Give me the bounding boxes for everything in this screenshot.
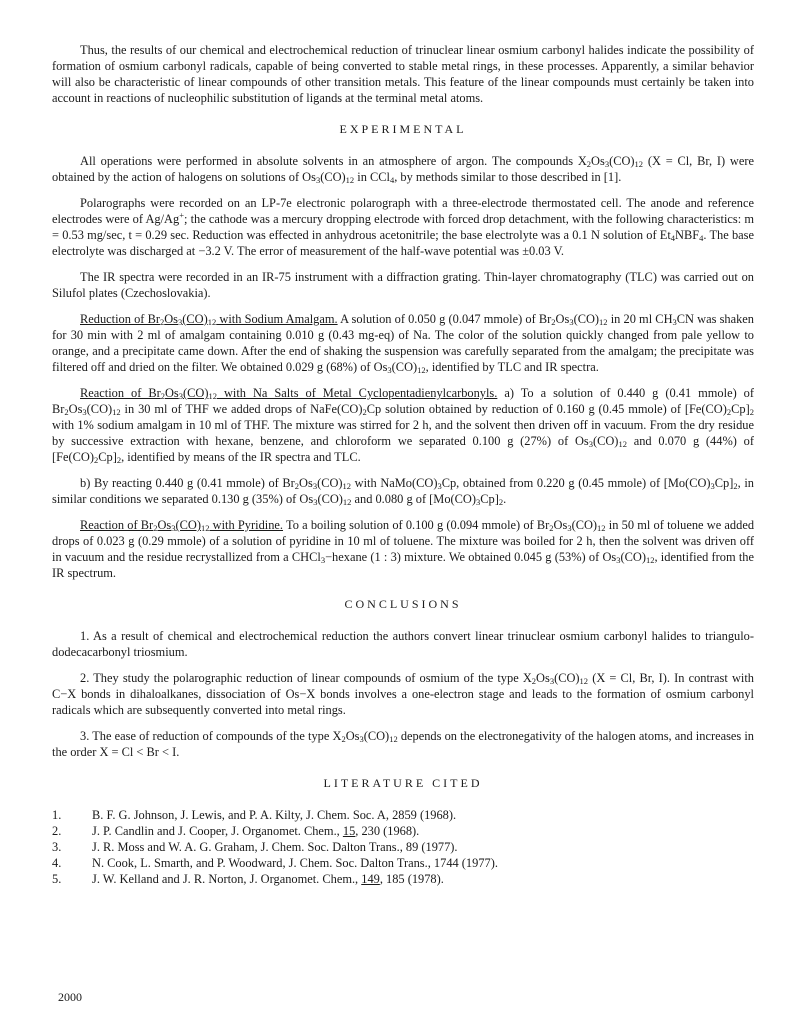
reference-item	[52, 871, 754, 887]
intro-paragraph: Thus, the results of our chemical and electrochemical reduction of trinuclear linear osmium carbonyl halides indicate the possibility of formation of osmium carbonyl radicals, capable of being converted to stable metal rings, in these processes. Apparently, a similar behavior will also be characteristic of linear compounds of other transition metals. This feature of the linear compounds must certainly be taken into account in reactions of nucleophilic substitution of ligands at the terminal metal atoms.	[52, 43, 754, 105]
reference-number: 2.	[52, 824, 62, 838]
experimental-paragraph-4: Reduction of $Br_2Os_3(CO)_{12}$ with Sodium Amalgam. A solution of 0.050 g (0.047 mmole) of $Br_2Os_3(CO)_{12}$ in 20 ml $CH_3CN$ was shaken for 30 min with 2 ml of amalgam containing 0.010 g (0.43 mg-eq) of Na. The color of the solution quickly changed from pale yellow to orange, and a precipitate came down. After the end of shaking the suspension was carefully separated from the amalgam; the precipitate was filtered off and dried on the filter. We obtained 0.029 g (68%) of $Os_3(CO)_{12}$, identified by TLC and IR spectra.	[52, 312, 755, 375]
run-in-heading-cyclopentadienyl: Reaction of $Br_2Os_3(CO)_{12}$ with Na Salts of Metal Cyclopentadienylcarbonyls.	[80, 386, 498, 401]
experimental-paragraph-1: All operations were performed in absolute solvents in an atmosphere of argon. The compounds $X_2Os_3(CO)_{12}$ (X = Cl, Br, I) were obtained by the action of halogens on solutions of $Os_3(CO)_{12}$ in CCl$_4$, by methods similar to those described in [1].	[52, 154, 754, 185]
run-in-heading-pyridine: Reaction of $Br_2Os_3(CO)_{12}$ with Pyridine.	[80, 518, 284, 533]
conclusion-1: 1. As a result of chemical and electrochemical reduction the authors convert linear trinuclear osmium carbonyl halides to triangulo-dodecacarbonyl triosmium.	[52, 629, 754, 659]
experimental-heading: EXPERIMENTAL	[339, 122, 467, 136]
conclusion-2: 2. They study the polarographic reduction of linear compounds of osmium of the type $X_2Os_3(CO)_{12}$ (X = Cl, Br, I). In contrast with C−X bonds in dihaloalkanes, dissociation of Os−X bonds involves a one-electron stage and leads to the formation of osmium carbonyl radicals which are subsequently converted into metal rings.	[52, 671, 754, 717]
reference-volume: 149	[361, 872, 380, 886]
experimental-paragraph-6: b) By reacting 0.440 g (0.41 mmole) of $Br_2Os_3(CO)_{12}$ with $NaMo(CO)_3Cp$, obtained from 0.220 g (0.45 mmole) of $[Mo(CO)_3Cp]_2$, in similar conditions we separated 0.130 g (35%) of $Os_3(CO)_{12}$ and 0.080 g of $[Mo(CO)_3Cp]_2$.	[52, 476, 754, 507]
paper-page	[52, 42, 754, 887]
reference-item	[52, 823, 754, 839]
reference-number: 4.	[52, 856, 62, 870]
conclusion-3: 3. The ease of reduction of compounds of the type $X_2Os_3(CO)_{12}$ depends on the electronegativity of the halogen atoms, and increases in the order X = Cl < Br < I.	[52, 729, 754, 759]
reference-item	[52, 839, 754, 855]
reference-item	[52, 807, 754, 823]
page-number: 2000	[58, 990, 82, 1004]
reference-volume: 15	[342, 824, 356, 838]
reference-text: J. W. Kelland and J. R. Norton, J. Organomet. Chem., 149, 185 (1978).	[92, 872, 444, 886]
reference-text: N. Cook, L. Smarth, and P. Woodward, J. Chem. Soc. Dalton Trans., 1744 (1977).	[92, 856, 498, 870]
reference-text: J. R. Moss and W. A. G. Graham, J. Chem. Soc. Dalton Trans., 89 (1977).	[92, 840, 458, 854]
experimental-paragraph-5: Reaction of $Br_2Os_3(CO)_{12}$ with Na Salts of Metal Cyclopentadienylcarbonyls. a) To a solution of 0.440 g (0.41 mmole) of $Br_2Os_3(CO)_{12}$ in 30 ml of THF we added drops of $NaFe(CO)_2Cp$ solution obtained by reduction of 0.160 g (0.45 mmole) of $[Fe(CO)_2Cp]_2$ with 1% sodium amalgam in 10 ml of THF. The mixture was stirred for 2 h, and the solvent then driven off in vacuum. From the dry residue by successive extraction with hexane, benzene, and chloroform we separated 0.100 g (27%) of $Os_3(CO)_{12}$ and 0.070 g (44%) of $[Fe(CO)_2Cp]_2$, identified by means of the IR spectra and TLC.	[52, 386, 754, 465]
experimental-paragraph-2: Polarographs were recorded on an LP-7e electronic polarograph with a three-electrode thermostated cell. The anode and reference electrodes were of Ag/Ag+; the cathode was a mercury dropping electrode with forced drop detachment, with the following characteristics: m = 0.53 mg/sec, t = 0.29 sec. Reduction was effected in anhydrous acetonitrile; the base electrolyte was a 0.1 N solution of $Et_4NBF_4$. The base electrolyte was discharged at −3.2 V. The error of measurement of the half-wave potential was ±0.03 V.	[52, 196, 754, 258]
conclusions-heading: CONCLUSIONS	[344, 597, 462, 611]
experimental-paragraph-7: Reaction of $Br_2Os_3(CO)_{12}$ with Pyridine. To a boiling solution of 0.100 g (0.094 mmole) of $Br_2Os_3(CO)_{12}$ in 50 ml of toluene we added drops of 0.023 g (0.29 mmole) of a solution of pyridine in 10 ml of toluene. The mixture was boiled for 2 h, then the solvent was driven off in vacuum and the residue recrystallized from a CHCl$_3$−hexane (1 : 3) mixture. We obtained 0.045 g (53%) of $Os_3(CO)_{12}$, identified from the IR spectrum.	[52, 518, 755, 580]
reference-number: 1.	[52, 808, 62, 822]
reference-text: B. F. G. Johnson, J. Lewis, and P. A. Kilty, J. Chem. Soc. A, 2859 (1968).	[92, 808, 457, 822]
reference-number: 5.	[52, 872, 62, 886]
run-in-heading-amalgam: Reduction of $Br_2Os_3(CO)_{12}$ with Sodium Amalgam.	[80, 312, 338, 327]
reference-item	[52, 855, 754, 871]
reference-text: J. P. Candlin and J. Cooper, J. Organomet. Chem., 15, 230 (1968).	[92, 824, 420, 838]
experimental-paragraph-3: The IR spectra were recorded in an IR-75 instrument with a diffraction grating. Thin-layer chromatography (TLC) was carried out on Silufol plates (Czechoslovakia).	[52, 270, 754, 300]
literature-cited-heading: LITERATURE CITED	[323, 776, 483, 790]
reference-list	[52, 807, 754, 887]
reference-number: 3.	[52, 840, 62, 854]
